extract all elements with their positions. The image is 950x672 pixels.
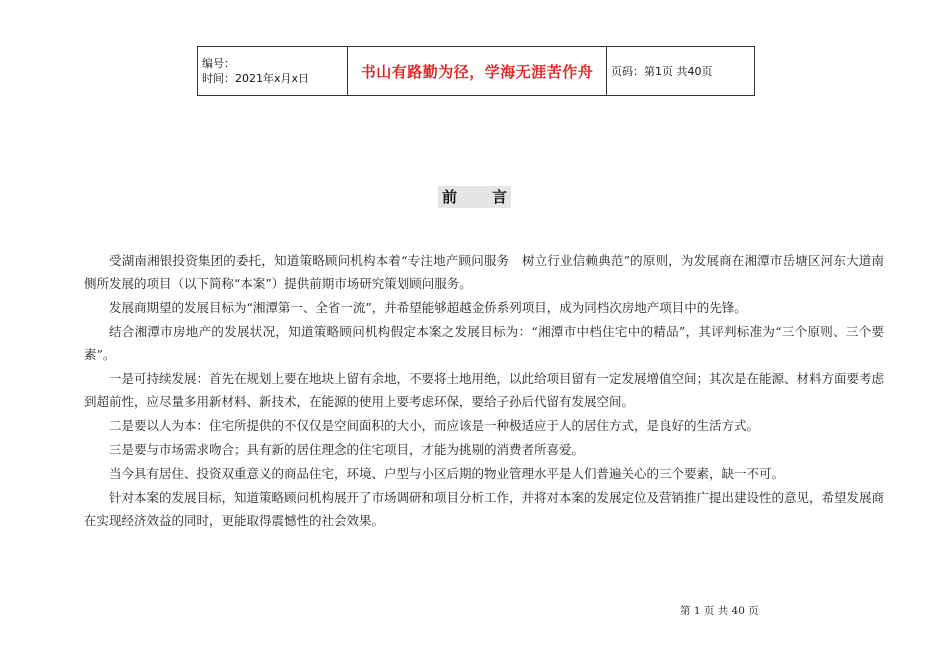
section-title [438,186,511,208]
header-page-cell [607,47,755,96]
section-title-char-1: 前 [442,188,458,206]
paragraph: 当今具有居住、投资双重意义的商品住宅，环境、户型与小区后期的物业管理水平是人们普遍关心的三个要素，缺一不可。 [109,466,785,481]
paragraph: 二是要以人为本：住宅所提供的不仅仅是空间面积的大小，而应该是一种极适应于人的居住方式，是良好的生活方式。 [109,418,760,433]
header-meta-cell [198,47,348,96]
paragraph: 结合湘潭市房地产的发展状况，知道策略顾问机构假定本案之发展目标为：“湘潭市中档住宅中的精品”，其评判标准为“三个原则、三个要素”。 [84,324,884,362]
header-page-info: 页码：第1页 共40页 [611,65,713,78]
header-motto: 书山有路勤为径，学海无涯苦作舟 [360,62,594,81]
document-date: 时间：2021年x月x日 [202,72,310,85]
document-number-label: 编号： [202,57,235,70]
header-motto-cell [348,47,607,96]
section-title-char-2: 言 [491,188,507,206]
page-footer: 第 1 页 共 40 页 [680,605,759,617]
document-header [197,46,755,96]
body-text [84,249,884,533]
paragraph: 三是要与市场需求吻合；具有新的居住理念的住宅项目，才能为挑剔的消费者所喜爱。 [109,442,585,457]
paragraph: 受湖南湘银投资集团的委托，知道策略顾问机构本着“专注地产顾问服务 树立行业信赖典范”的原则，为发展商在湘潭市岳塘区河东大道南侧所发展的项目（以下简称“本案”）提供前期市场研究策划顾问服务。 [84,253,884,291]
paragraph: 一是可持续发展：首先在规划上要在地块上留有余地，不要将土地用绝，以此给项目留有一定发展增值空间；其次是在能源、材料方面要考虑到超前性，应尽量多用新材料、新技术，在能源的使用上要考虑环保，要给子孙后代留有发展空间。 [84,371,885,409]
paragraph: 针对本案的发展目标，知道策略顾问机构展开了市场调研和项目分析工作，并将对本案的发展定位及营销推广提出建设性的意见，希望发展商在实现经济效益的同时，更能取得震憾性的社会效果。 [84,490,885,528]
paragraph: 发展商期望的发展目标为“湘潭第一、全省一流”，并希望能够超越金侨系列项目，成为同档次房地产项目中的先锋。 [109,300,747,315]
